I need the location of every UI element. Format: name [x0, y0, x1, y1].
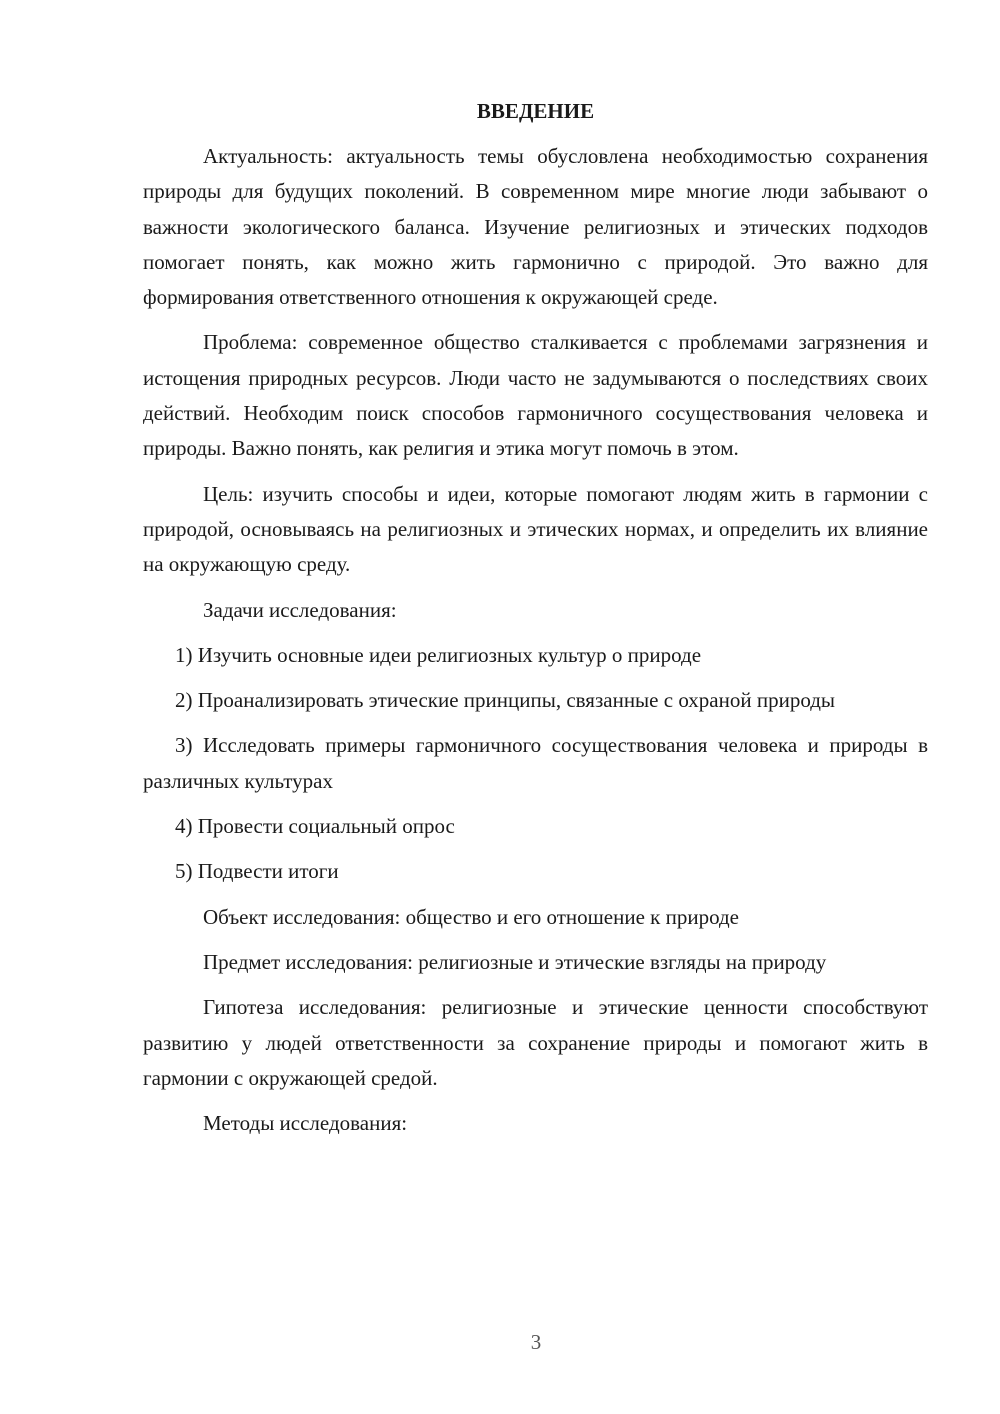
methods-heading: Методы исследования: [203, 1111, 408, 1136]
task-item-4: 4) Провести социальный опрос [175, 814, 455, 839]
task-item-3: 3) Исследовать примеры гармоничного сосуществования человека и природы в различных культурах [143, 733, 928, 793]
page-title: ВВЕДЕНИЕ [476, 99, 595, 123]
task-item-5: 5) Подвести итоги [175, 859, 339, 884]
problem-paragraph: Проблема: современное общество сталкивается с проблемами загрязнения и истощения природных ресурсов. Люди часто не задумываются о последствиях своих действий. Необходим поиск способов гармоничного сосуществования человека и природы. Важно понять, как религия и этика могут помочь в этом. [143, 330, 928, 461]
research-hypothesis: Гипотеза исследования: религиозные и этические ценности способствуют развитию у людей ответственности за сохранение природы и помогают жить в гармонии с окружающей средой. [143, 995, 928, 1090]
tasks-heading: Задачи исследования: [203, 597, 397, 622]
research-subject: Предмет исследования: религиозные и этические взгляды на природу [203, 949, 827, 974]
page-content [143, 94, 928, 1151]
task-item-2: 2) Проанализировать этические принципы, связанные с охраной природы [175, 688, 836, 713]
task-item-1: 1) Изучить основные идеи религиозных культур о природе [175, 642, 702, 667]
research-object: Объект исследования: общество и его отношение к природе [203, 904, 740, 929]
relevance-paragraph: Актуальность: актуальность темы обусловлена необходимостью сохранения природы для будущих поколений. В современном мире многие люди забывают о важности экологического баланса. Изучение религиозных и этических подходов помогает понять, как можно жить гармонично с природой. Это важно для формирования ответственного отношения к окружающей среде. [143, 144, 928, 310]
goal-paragraph: Цель: изучить способы и идеи, которые помогают людям жить в гармонии с природой, основываясь на религиозных и этических нормах, и определить их влияние на окружающую среду. [143, 481, 928, 577]
page-number: 3 [530, 1330, 542, 1354]
